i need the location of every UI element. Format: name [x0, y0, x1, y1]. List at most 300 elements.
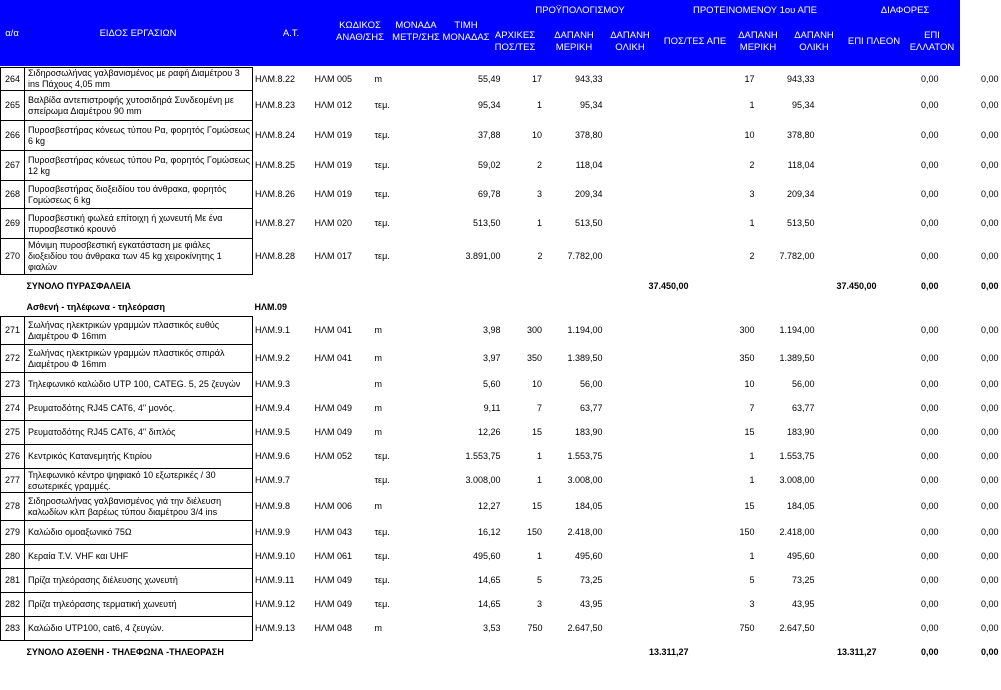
row-minus: 0,00: [980, 427, 999, 437]
row-plus: 0,00: [920, 130, 939, 140]
row-partial: 7.782,00: [567, 251, 603, 261]
row-orig-qty: 300: [526, 325, 542, 335]
row-total: [605, 617, 691, 641]
row-description: Καλώδιο ομοαξωνικό 75Ω: [25, 521, 253, 545]
row-total2: [817, 151, 879, 181]
row-partial2: 1.194,00: [779, 325, 815, 335]
row-aa: 264: [1, 68, 25, 91]
section-row: [1, 299, 1001, 317]
row-aa: 265: [1, 91, 25, 121]
row-unit: m: [374, 403, 382, 413]
row-plus: 0,00: [920, 353, 939, 363]
total-spacer: [545, 641, 605, 665]
row-aa: 282: [1, 593, 25, 617]
total-plus: 0,00: [920, 647, 939, 657]
section-spacer: [757, 299, 817, 317]
row-total2: [817, 445, 879, 469]
row-unit-price: 95,34: [477, 100, 501, 110]
row-at: ΗΛΜ.9.1: [255, 325, 291, 335]
table-row: [1, 521, 1001, 545]
row-unit-price: 495,60: [472, 551, 501, 561]
row-aa: 280: [1, 545, 25, 569]
row-code: ΗΛΜ 041: [314, 325, 353, 335]
row-minus: 0,00: [980, 403, 999, 413]
row-plus: 0,00: [920, 403, 939, 413]
row-plus: 0,00: [920, 160, 939, 170]
row-total: [605, 68, 691, 91]
row-partial2: 1.553,75: [779, 451, 815, 461]
row-partial: 43,95: [579, 599, 603, 609]
row-description: Μόνιμη πυροσβεστική εγκατάσταση με φιάλες διοξειδίου του άνθρακα των 45 kg χειροκίνητης 1 φιαλών: [25, 239, 253, 275]
header-aa: α/α: [5, 28, 19, 39]
row-partial: 184,05: [574, 501, 603, 511]
row-minus: 0,00: [980, 527, 999, 537]
row-plus: 0,00: [920, 73, 939, 84]
row-code: ΗΛΜ 049: [314, 599, 353, 609]
section-spacer: [817, 299, 879, 317]
total-row: [1, 275, 1001, 299]
table-row: [1, 317, 1001, 345]
table-row: [1, 445, 1001, 469]
row-partial: 943,33: [574, 73, 603, 84]
row-orig-qty: 1: [536, 551, 542, 561]
row-total2: [817, 397, 879, 421]
row-total: [605, 345, 691, 373]
row-unit-price: 3,98: [482, 325, 501, 335]
row-unit-price: 16,12: [477, 527, 501, 537]
row-ape-qty: 15: [744, 427, 755, 437]
row-total2: [817, 569, 879, 593]
row-aa: 272: [1, 345, 25, 373]
row-description: Πυροσβεστήρας διοξειδίου του άνθρακα, φορητός Γομώσεως 6 kg: [25, 181, 253, 209]
table-row: [1, 493, 1001, 521]
row-minus: 0,00: [980, 160, 999, 170]
row-unit: τεμ.: [374, 251, 390, 261]
header-budget: ΠΡΟΫΠΟΛΟΓΙΣΜΟΥ: [535, 5, 625, 16]
row-partial2: 63,77: [791, 403, 815, 413]
table-row: [1, 91, 1001, 121]
table-row: [1, 345, 1001, 373]
row-partial2: 2.647,50: [779, 623, 815, 633]
row-code: ΗΛΜ 049: [314, 427, 353, 437]
row-aa: 278: [1, 493, 25, 521]
row-at: ΗΛΜ.8.22: [255, 73, 296, 84]
row-partial2: 378,80: [786, 130, 815, 140]
row-at: ΗΛΜ.8.23: [255, 100, 296, 110]
row-at: ΗΛΜ.8.26: [255, 189, 296, 199]
table-row: [1, 239, 1001, 275]
row-total2: [817, 545, 879, 569]
row-at: ΗΛΜ.9.2: [255, 353, 291, 363]
row-plus: 0,00: [920, 379, 939, 389]
row-description: Πυροσβεστική φωλεά επίτοιχη ή χωνευτή Με ένα πυροσβεστικό κρουνό: [25, 209, 253, 239]
header-price: ΤΙΜΗ ΜΟΝΑΔΑΣ: [442, 20, 490, 43]
row-unit: m: [374, 501, 382, 511]
row-unit: τεμ.: [374, 599, 390, 609]
row-description: Πρίζα τηλεόρασης διέλευσης χωνευτή: [25, 569, 253, 593]
row-partial2: 184,05: [786, 501, 815, 511]
row-orig-qty: 1: [536, 475, 542, 485]
row-partial2: 73,25: [791, 575, 815, 585]
row-ape-qty: 3: [749, 189, 755, 199]
row-unit-price: 3,97: [482, 353, 501, 363]
header-work-type: ΕΙΔΟΣ ΕΡΓΑΣΙΩΝ: [99, 28, 177, 39]
row-total: [605, 397, 691, 421]
row-orig-qty: 1: [536, 451, 542, 461]
row-total: [605, 373, 691, 397]
row-unit: τεμ.: [374, 100, 390, 110]
row-orig-qty: 2: [537, 251, 543, 261]
row-at: ΗΛΜ.9.13: [255, 623, 296, 633]
row-orig-qty: 350: [526, 353, 542, 363]
row-unit-price: 14,65: [477, 575, 501, 585]
budget-table: [0, 67, 1001, 665]
row-partial: 2.418,00: [567, 527, 603, 537]
row-minus: 0,00: [980, 501, 999, 511]
row-code: ΗΛΜ 020: [314, 218, 353, 228]
row-unit: τεμ.: [374, 551, 390, 561]
row-total2: [817, 317, 879, 345]
row-aa: 275: [1, 421, 25, 445]
row-total: [605, 521, 691, 545]
header-plus: ΕΠΙ ΠΛΕΟΝ: [847, 36, 901, 47]
row-plus: 0,00: [920, 100, 939, 110]
row-code: ΗΛΜ 006: [314, 501, 353, 511]
row-unit: τεμ.: [374, 160, 390, 170]
row-ape-qty: 5: [749, 575, 755, 585]
section-spacer: [503, 299, 545, 317]
row-code: ΗΛΜ 048: [314, 623, 353, 633]
row-unit-price: 9,11: [483, 403, 501, 413]
row-plus: 0,00: [920, 427, 939, 437]
row-at: ΗΛΜ.8.25: [255, 160, 296, 170]
section-title: Ασθενή - τηλέφωνα - τηλεόραση: [26, 301, 165, 312]
table-row: [1, 151, 1001, 181]
row-unit-price: 513,50: [472, 218, 501, 228]
row-aa: 274: [1, 397, 25, 421]
row-code: ΗΛΜ 049: [314, 575, 353, 585]
row-orig-qty: 3: [536, 599, 542, 609]
row-unit: τεμ.: [374, 527, 390, 537]
row-partial2: 209,34: [786, 189, 815, 199]
row-ape-qty: 15: [744, 501, 755, 511]
row-plus: 0,00: [920, 251, 939, 261]
row-unit-price: 12,27: [477, 501, 501, 511]
row-plus: 0,00: [920, 551, 939, 561]
total-spacer: [1, 275, 25, 299]
row-description: Σιδηροσωλήνας γαλβανισμένος με ραφή Διαμέτρου 3 ins Πάχους 4,05 mm: [25, 68, 253, 91]
total-spacer: [1, 641, 25, 665]
row-at: ΗΛΜ.9.4: [255, 403, 291, 413]
row-partial: 1.389,50: [567, 353, 603, 363]
row-unit: m: [374, 427, 382, 437]
row-unit: τεμ.: [374, 218, 390, 228]
row-plus: 0,00: [920, 623, 939, 633]
row-unit-price: 3.891,00: [465, 251, 501, 261]
row-aa: 279: [1, 521, 25, 545]
total-spacer: [691, 641, 757, 665]
total-spacer: [757, 641, 817, 665]
row-description: Ρευματοδότης RJ45 CAT6, 4" μονός.: [25, 397, 253, 421]
row-total2: [817, 91, 879, 121]
row-orig-qty: 3: [536, 189, 542, 199]
section-spacer: [941, 299, 1001, 317]
row-code: ΗΛΜ 012: [314, 100, 353, 110]
row-unit-price: 69,78: [477, 189, 501, 199]
row-aa: 268: [1, 181, 25, 209]
row-description: Βαλβίδα αντεπιστροφής χυτοσιδηρά Συνδεομένη με σπείρωμα Διαμέτρου 90 mm: [25, 91, 253, 121]
total-minus: 0,00: [980, 647, 999, 657]
row-partial2: 7.782,00: [779, 251, 815, 261]
row-unit: m: [374, 623, 382, 633]
row-ape-qty: 2: [749, 251, 755, 261]
table-row: [1, 421, 1001, 445]
row-partial: 209,34: [574, 189, 603, 199]
total-label: ΣΥΝΟΛΟ ΠΥΡΑΣΦΑΛΕΙΑ: [26, 281, 131, 292]
row-orig-qty: 15: [531, 427, 542, 437]
row-ape-qty: 17: [744, 73, 755, 84]
row-unit-price: 1.553,75: [465, 451, 501, 461]
row-at: ΗΛΜ.9.10: [255, 551, 296, 561]
row-partial2: 95,34: [791, 100, 815, 110]
row-description: Τηλεφωνικό καλώδιο UTP 100, CATEG. 5, 25 ζευγών: [25, 373, 253, 397]
total-plus: 0,00: [920, 281, 939, 291]
row-unit: m: [374, 379, 382, 389]
total-spacer: [503, 641, 545, 665]
row-total: [605, 91, 691, 121]
table-row: [1, 121, 1001, 151]
row-partial: 73,25: [579, 575, 603, 585]
row-total2: [817, 209, 879, 239]
row-code: [313, 469, 373, 493]
section-spacer: [605, 299, 691, 317]
header-total: ΔΑΠΑΝΗ ΟΛΙΚΗ: [610, 30, 650, 53]
section-spacer: [691, 299, 757, 317]
row-minus: 0,00: [980, 451, 999, 461]
row-total: [605, 317, 691, 345]
row-total2: [817, 373, 879, 397]
row-total2: [817, 421, 879, 445]
row-plus: 0,00: [920, 218, 939, 228]
row-plus: 0,00: [920, 575, 939, 585]
row-code: ΗΛΜ 043: [314, 527, 353, 537]
row-total: [605, 209, 691, 239]
table-row: [1, 373, 1001, 397]
row-partial2: 513,50: [786, 218, 815, 228]
row-minus: 0,00: [980, 575, 999, 585]
row-ape-qty: 350: [739, 353, 755, 363]
row-at: ΗΛΜ.8.24: [255, 130, 296, 140]
row-at: ΗΛΜ.9.8: [255, 501, 291, 511]
row-at: ΗΛΜ.9.3: [255, 379, 291, 389]
row-partial2: 183,90: [786, 427, 815, 437]
total-spacer: [757, 275, 817, 299]
row-partial: 495,60: [574, 551, 603, 561]
row-unit-price: 55,49: [477, 73, 501, 84]
row-unit-price: 14,65: [477, 599, 501, 609]
row-partial2: 118,04: [787, 160, 815, 170]
header-ape-qty: ΠΟΣ/ΤΕΣ ΑΠΕ: [663, 36, 727, 47]
row-plus: 0,00: [920, 501, 939, 511]
row-partial: 63,77: [579, 403, 603, 413]
row-orig-qty: 15: [531, 501, 542, 511]
row-description: Τηλεφωνικό κέντρο ψηφιακό 10 εξωτερικές / 30 εσωτερικές γραμμές.: [25, 469, 253, 493]
row-at: ΗΛΜ.9.5: [255, 427, 291, 437]
row-at: ΗΛΜ.9.6: [255, 451, 291, 461]
row-partial: 1.194,00: [567, 325, 603, 335]
row-partial2: 43,95: [791, 599, 815, 609]
row-ape-qty: 1: [749, 100, 755, 110]
total-proposed: 37.450,00: [836, 281, 877, 291]
row-description: Κεραία T.V. VHF και UHF: [25, 545, 253, 569]
section-spacer: [313, 299, 373, 317]
row-total: [605, 421, 691, 445]
row-minus: 0,00: [980, 189, 999, 199]
row-code: ΗΛΜ 049: [314, 403, 353, 413]
row-minus: 0,00: [980, 218, 999, 228]
row-description: Κεντρικός Κατανεμητής Κτιρίου: [25, 445, 253, 469]
row-unit: τεμ.: [374, 475, 390, 485]
row-orig-qty: 1: [536, 100, 542, 110]
row-total2: [817, 617, 879, 641]
table-header: [0, 0, 960, 66]
row-code: ΗΛΜ 061: [314, 551, 353, 561]
row-total: [605, 239, 691, 275]
row-minus: 0,00: [980, 475, 999, 485]
row-partial2: 56,00: [791, 379, 815, 389]
section-spacer: [373, 299, 413, 317]
row-partial2: 2.418,00: [779, 527, 815, 537]
total-budget: 37.450,00: [648, 281, 689, 291]
section-spacer: [879, 299, 941, 317]
row-code: ΗΛΜ 019: [314, 189, 353, 199]
header-proposed: ΠΡΟΤΕΙΝΟΜΕΝΟΥ 1ου ΑΠΕ: [692, 5, 818, 16]
row-total2: [817, 239, 879, 275]
row-description: Σωλήνας ηλεκτρικών γραμμών πλαστικός ευθύς Διαμέτρου Φ 16mm: [25, 317, 253, 345]
row-aa: 266: [1, 121, 25, 151]
row-minus: 0,00: [980, 325, 999, 335]
row-at: ΗΛΜ.9.9: [255, 527, 291, 537]
row-minus: 0,00: [980, 623, 999, 633]
row-code: [313, 373, 373, 397]
row-description: Πυροσβεστήρας κόνεως τύπου Ρα, φορητός Γομώσεως 12 kg: [25, 151, 253, 181]
row-orig-qty: 10: [531, 379, 542, 389]
row-unit: m: [374, 325, 382, 335]
row-plus: 0,00: [920, 475, 939, 485]
row-orig-qty: 10: [531, 130, 542, 140]
row-at: ΗΛΜ.9.12: [255, 599, 296, 609]
row-ape-qty: 3: [749, 599, 755, 609]
row-at: ΗΛΜ.8.28: [255, 251, 296, 261]
row-aa: 267: [1, 151, 25, 181]
total-spacer: [545, 275, 605, 299]
row-unit: τεμ.: [374, 575, 390, 585]
section-spacer: [413, 299, 503, 317]
section-spacer: [545, 299, 605, 317]
row-code: ΗΛΜ 019: [314, 160, 353, 170]
row-minus: 0,00: [980, 599, 999, 609]
total-budget: 13.311,27: [648, 647, 689, 657]
row-code: ΗΛΜ 005: [314, 73, 353, 84]
row-minus: 0,00: [980, 251, 999, 261]
header-total2: ΔΑΠΑΝΗ ΟΛΙΚΗ: [794, 30, 834, 53]
row-description: Καλώδιο UTP100, cat6, 4 ζευγών.: [25, 617, 253, 641]
row-aa: 283: [1, 617, 25, 641]
row-ape-qty: 10: [744, 379, 755, 389]
row-orig-qty: 750: [527, 623, 543, 633]
row-plus: 0,00: [920, 599, 939, 609]
row-aa: 269: [1, 209, 25, 239]
row-minus: 0,00: [980, 130, 999, 140]
row-total: [605, 445, 691, 469]
row-orig-qty: 2: [536, 160, 542, 170]
header-diffs: ΔΙΑΦΟΡΕΣ: [880, 5, 930, 16]
row-partial: 1.553,75: [567, 451, 603, 461]
header-partial: ΔΑΠΑΝΗ ΜΕΡΙΚΗ: [554, 30, 594, 53]
total-spacer: [503, 275, 545, 299]
table-row: [1, 593, 1001, 617]
row-at: ΗΛΜ.9.11: [255, 575, 295, 585]
row-total2: [817, 121, 879, 151]
row-partial: 56,00: [579, 379, 603, 389]
row-orig-qty: 7: [536, 403, 542, 413]
total-proposed: 13.311,27: [836, 647, 877, 657]
header-at: Α.Τ.: [282, 28, 300, 39]
table-row: [1, 181, 1001, 209]
row-unit-price: 3,53: [482, 623, 501, 633]
row-ape-qty: 300: [739, 325, 755, 335]
row-minus: 0,00: [980, 353, 999, 363]
row-partial: 183,90: [574, 427, 603, 437]
row-orig-qty: 17: [531, 73, 542, 84]
row-plus: 0,00: [920, 189, 939, 199]
row-partial: 118,04: [575, 160, 603, 170]
row-description: Πρίζα τηλεόρασης τερματική χωνευτή: [25, 593, 253, 617]
row-aa: 281: [1, 569, 25, 593]
row-plus: 0,00: [920, 451, 939, 461]
row-aa: 273: [1, 373, 25, 397]
row-ape-qty: 2: [749, 160, 755, 170]
row-total2: [817, 345, 879, 373]
row-partial: 2.647,50: [567, 623, 603, 633]
row-partial: 3.008,00: [567, 475, 603, 485]
row-unit: τεμ.: [374, 130, 390, 140]
row-unit-price: 59,02: [477, 160, 501, 170]
row-ape-qty: 7: [749, 403, 755, 413]
row-orig-qty: 5: [536, 575, 542, 585]
header-orig-qty: ΑΡΧΙΚΕΣ ΠΟΣ/ΤΕΣ: [494, 30, 536, 53]
row-partial: 378,80: [574, 130, 603, 140]
row-partial2: 495,60: [786, 551, 815, 561]
row-total: [605, 493, 691, 521]
row-total: [605, 469, 691, 493]
row-description: Σιδηροσωλήνας γαλβανισμένος γιά την διέλευση καλωδίων κλπ βαρέως τύπου διαμέτρου 3/4 ins: [25, 493, 253, 521]
row-total2: [817, 593, 879, 617]
row-unit: τεμ.: [374, 451, 390, 461]
row-description: Ρευματοδότης RJ45 CAT6, 4" διπλός: [25, 421, 253, 445]
row-ape-qty: 1: [749, 551, 755, 561]
row-plus: 0,00: [920, 325, 939, 335]
row-total: [605, 545, 691, 569]
table-row: [1, 68, 1001, 91]
row-code: ΗΛΜ 052: [314, 451, 353, 461]
section-spacer: [1, 299, 25, 317]
row-total: [605, 151, 691, 181]
row-minus: 0,00: [980, 379, 999, 389]
row-ape-qty: 1: [749, 451, 755, 461]
row-ape-qty: 10: [744, 130, 755, 140]
row-total: [605, 593, 691, 617]
